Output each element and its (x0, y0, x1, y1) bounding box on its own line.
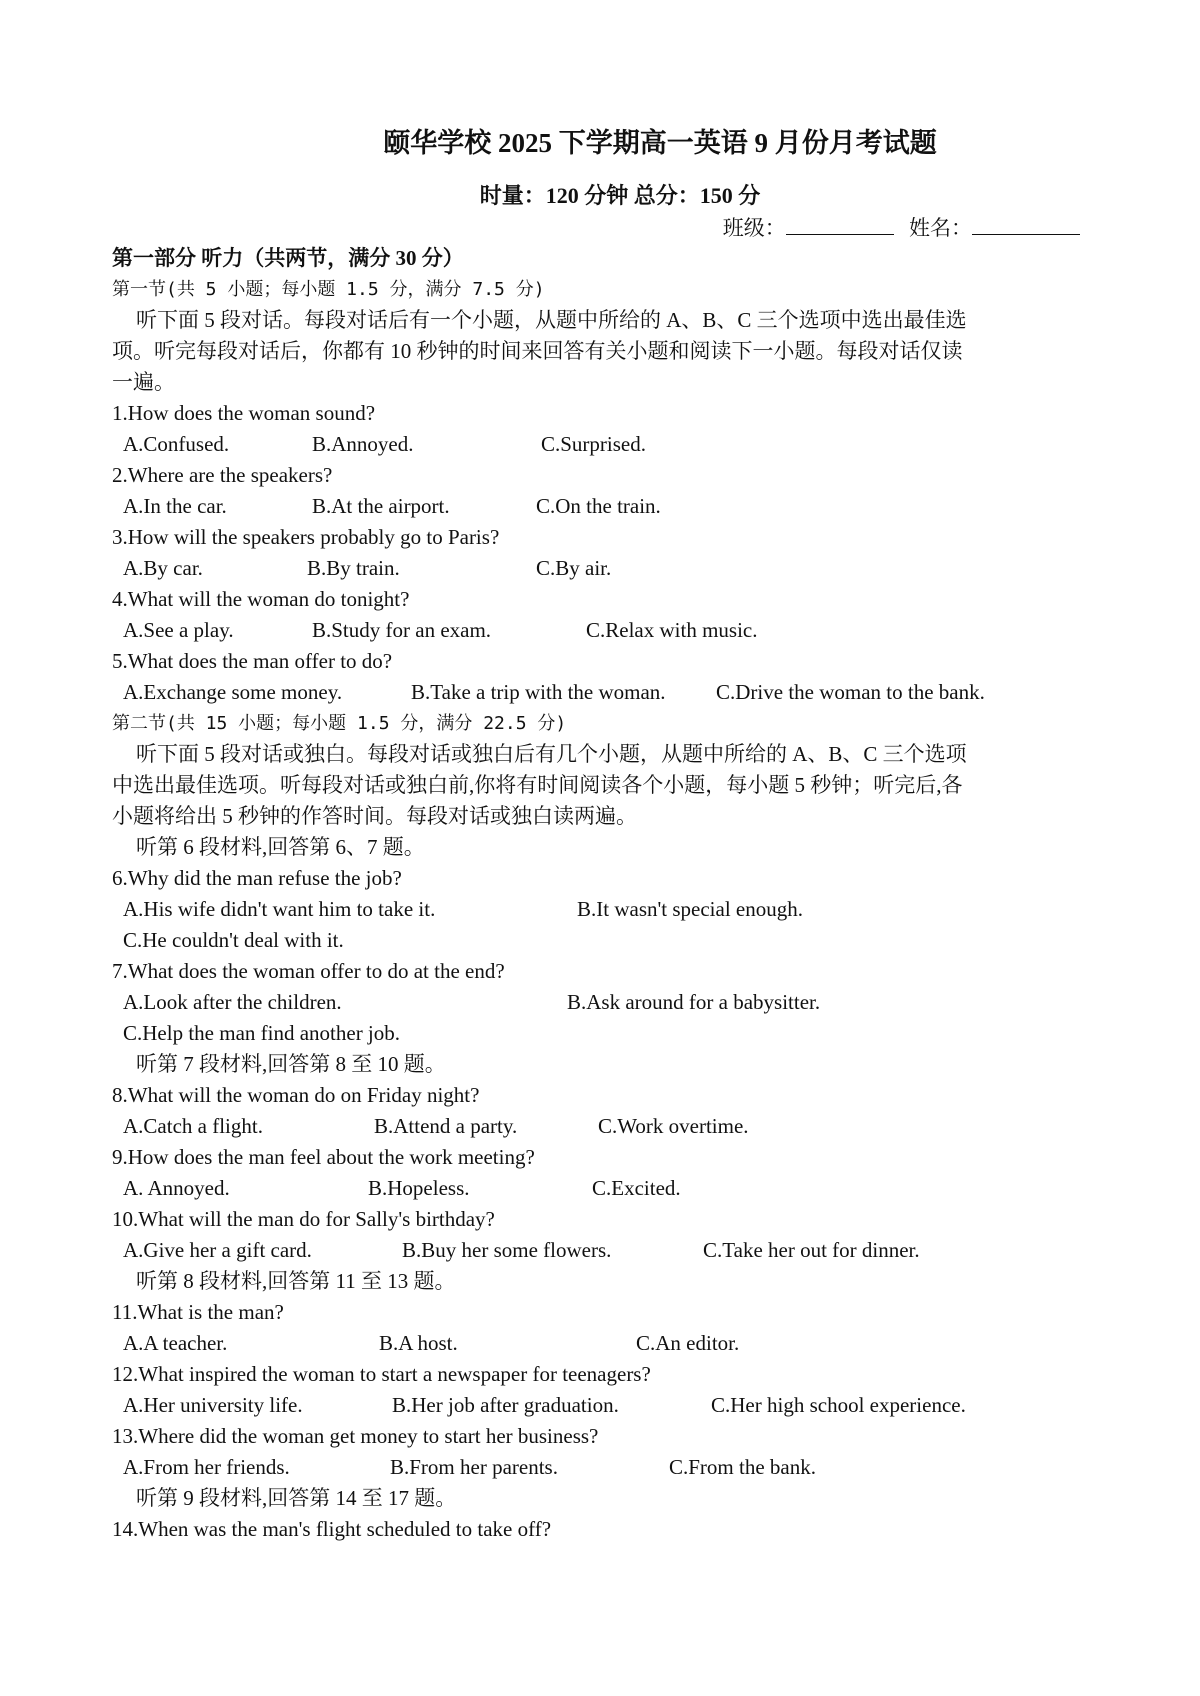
option-c: C.An editor. (636, 1331, 740, 1355)
option-b: B.Study for an exam. (312, 618, 492, 642)
instruction-line: 项。听完每段对话后，你都有 10 秒钟的时间来回答有关小题和阅读下一小题。每段对话仅读 (112, 339, 963, 363)
instruction-line: 听下面 5 段对话。每段对话后有一个小题，从题中所给的 A、B、C 三个选项中选出最佳选 (136, 308, 967, 332)
material-note: 听第 9 段材料,回答第 14 至 17 题。 (136, 1486, 457, 1510)
option-b: B.It wasn't special enough. (577, 897, 803, 921)
question-stem: 9.How does the man feel about the work meeting? (112, 1145, 535, 1169)
question-stem: 5.What does the man offer to do? (112, 649, 393, 673)
option-a: A.Her university life. (123, 1393, 303, 1417)
option-b: B.Annoyed. (312, 432, 414, 456)
instruction-line: 小题将给出 5 秒钟的作答时间。每段对话或独白读两遍。 (112, 804, 637, 828)
option-row (112, 677, 1098, 708)
question-stem: 8.What will the woman do on Friday night? (112, 1083, 480, 1107)
option-c: C.Drive the woman to the bank. (716, 680, 985, 704)
material-note: 听第 8 段材料,回答第 11 至 13 题。 (136, 1269, 456, 1293)
option-c: C.Help the man find another job. (123, 1021, 401, 1045)
option-a: A.Catch a flight. (123, 1114, 263, 1138)
option-row (112, 553, 1098, 584)
question-stem: 1.How does the woman sound? (112, 401, 376, 425)
option-a: A.Exchange some money. (123, 680, 343, 704)
option-a: A.Confused. (123, 432, 230, 456)
class-label: 班级： (722, 216, 786, 240)
option-c: C.Work overtime. (598, 1114, 749, 1138)
option-row (112, 987, 1098, 1018)
option-b: B.At the airport. (312, 494, 450, 518)
option-row (112, 1328, 1098, 1359)
option-c: C.On the train. (536, 494, 661, 518)
question-stem: 4.What will the woman do tonight? (112, 587, 410, 611)
option-c: C.Take her out for dinner. (703, 1238, 920, 1262)
part1-heading: 第一部分 听力（共两节，满分 30 分） (112, 246, 464, 270)
class-blank (786, 216, 894, 235)
option-a: A.A teacher. (123, 1331, 228, 1355)
question-stem: 11.What is the man? (112, 1300, 284, 1324)
student-info-line (723, 213, 1090, 244)
option-a: A.By car. (123, 556, 203, 580)
option-b: B.Her job after graduation. (392, 1393, 619, 1417)
option-row (112, 491, 1098, 522)
option-a: A.From her friends. (123, 1455, 290, 1479)
exam-title: 颐华学校 2025 下学期高一英语 9 月份月考试题 (383, 128, 937, 158)
option-a: A.Give her a gift card. (123, 1238, 312, 1262)
name-blank (972, 216, 1080, 235)
option-b: B.Hopeless. (368, 1176, 470, 1200)
question-stem: 3.How will the speakers probably go to Paris? (112, 525, 500, 549)
material-note: 听第 6 段材料,回答第 6、7 题。 (136, 835, 425, 859)
option-a: A.See a play. (123, 618, 234, 642)
option-row (112, 1173, 1098, 1204)
instruction-line: 一遍。 (112, 370, 175, 394)
option-row (112, 1111, 1098, 1142)
option-row (112, 1390, 1098, 1421)
exam-content (112, 243, 1098, 1545)
option-row (112, 615, 1098, 646)
option-c: C.Her high school experience. (711, 1393, 966, 1417)
option-a: A.In the car. (123, 494, 227, 518)
option-c: C.Excited. (592, 1176, 681, 1200)
option-b: B.Attend a party. (374, 1114, 518, 1138)
instruction-line: 中选出最佳选项。听每段对话或独白前,你将有时间阅读各个小题，每小题 5 秒钟；听完后,各 (112, 773, 963, 797)
question-stem: 2.Where are the speakers? (112, 463, 333, 487)
option-c: C.By air. (536, 556, 612, 580)
option-b: B.Buy her some flowers. (402, 1238, 612, 1262)
option-row (112, 1018, 1098, 1049)
question-stem: 14.When was the man's flight scheduled to take off? (112, 1517, 552, 1541)
question-stem: 10.What will the man do for Sally's birthday? (112, 1207, 495, 1231)
option-b: B.Ask around for a babysitter. (567, 990, 821, 1014)
section1-heading: 第一节(共 5 小题；每小题 1.5 分，满分 7.5 分) (112, 279, 545, 300)
option-row (112, 1452, 1098, 1483)
option-a: A.Look after the children. (123, 990, 342, 1014)
option-c: C.From the bank. (669, 1455, 816, 1479)
option-c: C.He couldn't deal with it. (123, 928, 344, 952)
option-row (112, 1235, 1098, 1266)
instruction-line: 听下面 5 段对话或独白。每段对话或独白后有几个小题，从题中所给的 A、B、C 三个选项 (136, 742, 967, 766)
option-b: B.Take a trip with the woman. (411, 680, 666, 704)
option-row (112, 429, 1098, 460)
option-row (112, 894, 1098, 925)
question-stem: 7.What does the woman offer to do at the end? (112, 959, 505, 983)
question-stem: 13.Where did the woman get money to start her business? (112, 1424, 599, 1448)
option-a: A.His wife didn't want him to take it. (123, 897, 436, 921)
option-b: B.From her parents. (390, 1455, 558, 1479)
option-c: C.Surprised. (541, 432, 646, 456)
question-stem: 12.What inspired the woman to start a newspaper for teenagers? (112, 1362, 651, 1386)
material-note: 听第 7 段材料,回答第 8 至 10 题。 (136, 1052, 446, 1076)
section2-heading: 第二节(共 15 小题；每小题 1.5 分，满分 22.5 分) (112, 713, 567, 734)
option-b: B.By train. (307, 556, 400, 580)
question-stem: 6.Why did the man refuse the job? (112, 866, 402, 890)
exam-subtitle: 时量：120 分钟 总分：150 分 (479, 183, 761, 208)
option-row (112, 925, 1098, 956)
option-c: C.Relax with music. (586, 618, 758, 642)
option-b: B.A host. (379, 1331, 458, 1355)
name-label: 姓名： (909, 216, 972, 240)
option-a: A. Annoyed. (123, 1176, 230, 1200)
